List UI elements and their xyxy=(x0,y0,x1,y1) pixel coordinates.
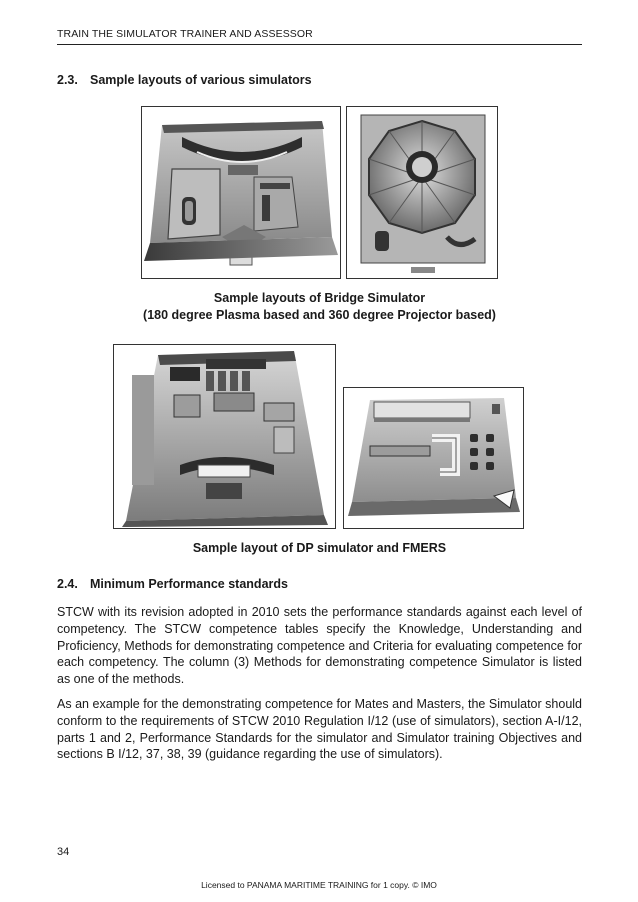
license-footer: Licensed to PANAMA MARITIME TRAINING for 1 copy. © IMO xyxy=(201,880,437,890)
section-number: 2.3. xyxy=(57,73,78,87)
page-number: 34 xyxy=(57,846,70,858)
section-title: Sample layouts of various simulators xyxy=(90,73,312,87)
figure1-caption-line1: Sample layouts of Bridge Simulator xyxy=(213,291,426,305)
body-paragraph-1: STCW with its revision adopted in 2010 sets the performance standards against each level of competency. The STCW competence tables specify the Knowledge, Understanding and Proficiency, Methods for demonstrating competence and Criteria for evaluating competence for each competency. The column (3) Methods for demonstrating competence Simulator is listed as one of the methods. xyxy=(57,605,582,687)
section-heading-2-4 xyxy=(57,577,288,591)
bridge-simulator-360-layout-image xyxy=(346,106,498,279)
figure2-caption: Sample layout of DP simulator and FMERS xyxy=(192,541,447,555)
figure1-caption xyxy=(57,290,582,324)
dp-simulator-layout-image xyxy=(113,344,336,529)
body-paragraph-2: As an example for the demonstrating competence for Mates and Masters, the Simulator should conform to the requirements of STCW 2010 Regulation I/12 (use of simulators), section A-I/12, parts 1 and 2, Performance Standards for the simulator and Simulator training Objectives and sections B I/12, 37, 38, 39 (guidance regarding the use of simulators). xyxy=(57,697,582,762)
running-header: TRAIN THE SIMULATOR TRAINER AND ASSESSOR xyxy=(57,28,582,45)
bridge-simulator-180-layout-image xyxy=(141,106,341,279)
section-title: Minimum Performance standards xyxy=(90,577,288,591)
fmers-layout-image xyxy=(343,387,524,529)
section-number: 2.4. xyxy=(57,577,78,591)
section-heading-2-3 xyxy=(57,73,312,87)
figure1-caption-line2: (180 degree Plasma based and 360 degree Projector based) xyxy=(143,308,496,322)
